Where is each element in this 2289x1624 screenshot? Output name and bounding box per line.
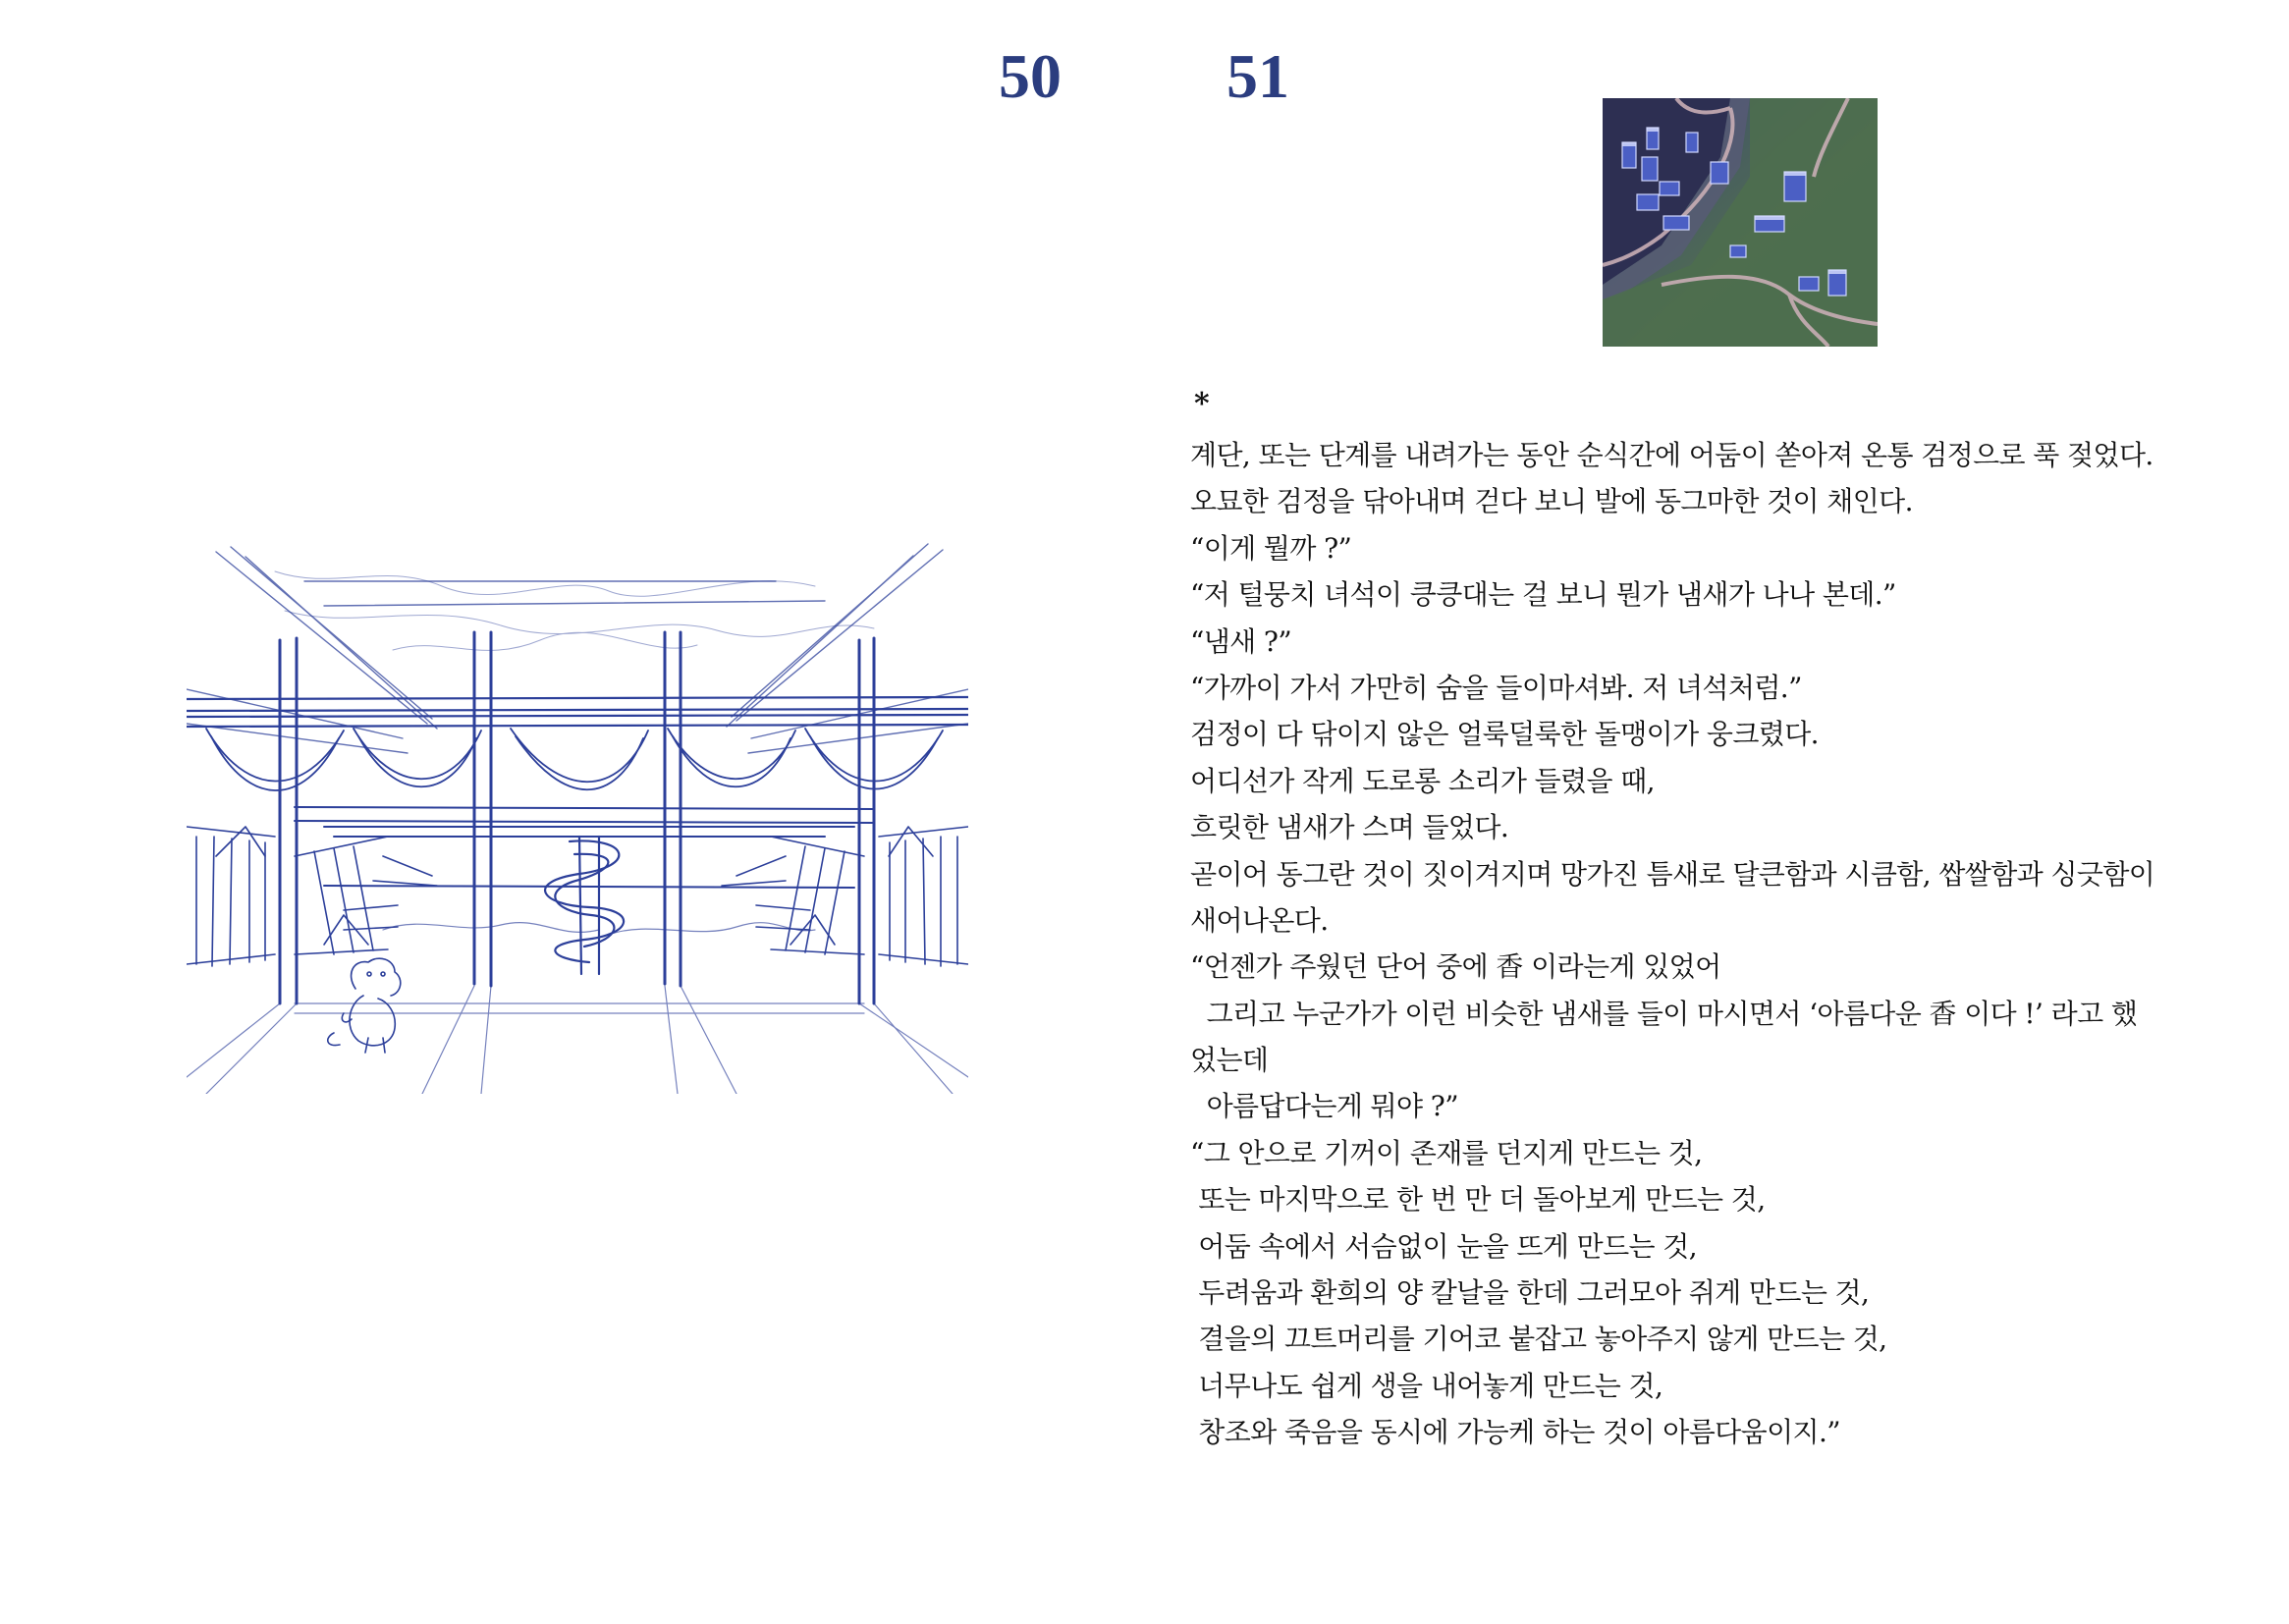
page-number-right: 51 [1226,41,1289,111]
story-line: “이게 뭘까 ?” [1190,531,1352,565]
story-line: 었는데 [1190,1044,1269,1077]
story-line: 계단, 또는 단계를 내려가는 동안 순식간에 어둠이 쏟아져 온통 검정으로 푹 젖었다. [1190,439,2153,471]
story-line: 오묘한 검정을 닦아내며 걷다 보니 발에 동그마한 것이 채인다. [1190,485,1913,518]
story-text [1190,432,2265,1456]
story-line: 어둠 속에서 서슴없이 눈을 뜨게 만드는 것, [1190,1229,1698,1263]
story-line: “그 안으로 기꺼이 존재를 던지게 만드는 것, [1190,1136,1703,1169]
story-line: 또는 마지막으로 한 번 만 더 돌아보게 만드는 것, [1190,1183,1766,1217]
story-line: “저 털뭉치 녀석이 킁킁대는 걸 보니 뭔가 냄새가 나나 본데.” [1190,578,1896,612]
story-line: 창조와 죽음을 동시에 가능케 하는 것이 아름다움이지.” [1190,1416,1840,1449]
story-line: 아름답다는게 뭐야 ?” [1190,1090,1458,1123]
story-line: 새어나온다. [1190,903,1329,937]
story-line: “냄새 ?” [1190,624,1292,658]
story-line: 그리고 누군가가 이런 비슷한 냄새를 들이 마시면서 ‘아름다운 香 이다 !’ 라고 했 [1190,997,2138,1030]
story-line: “언젠가 주웠던 단어 중에 香 이라는게 있었어 [1190,950,1721,984]
section-marker: * [1194,387,1210,421]
sketch-illustration [187,542,968,1094]
story-line: 결을의 끄트머리를 기어코 붙잡고 놓아주지 않게 만드는 것, [1190,1323,1887,1356]
story-line: 어디선가 작게 도로롱 소리가 들렸을 때, [1190,764,1655,797]
story-line: 두려움과 환희의 양 칼날을 한데 그러모아 쥐게 만드는 것, [1190,1276,1870,1310]
page-number-left: 50 [999,41,1062,111]
aerial-map-image [1603,98,1878,347]
story-line: 너무나도 쉽게 생을 내어놓게 만드는 것, [1190,1369,1663,1402]
story-line: 검정이 다 닦이지 않은 얼룩덜룩한 돌맹이가 웅크렸다. [1190,718,1819,751]
story-line: 곧이어 동그란 것이 짓이겨지며 망가진 틈새로 달큰함과 시큼함, 쌉쌀함과 싱긋함이 [1190,857,2155,891]
story-line: “가까이 가서 가만히 숨을 들이마셔봐. 저 녀석처럼.” [1190,671,1802,704]
story-line: 흐릿한 냄새가 스며 들었다. [1190,811,1509,844]
